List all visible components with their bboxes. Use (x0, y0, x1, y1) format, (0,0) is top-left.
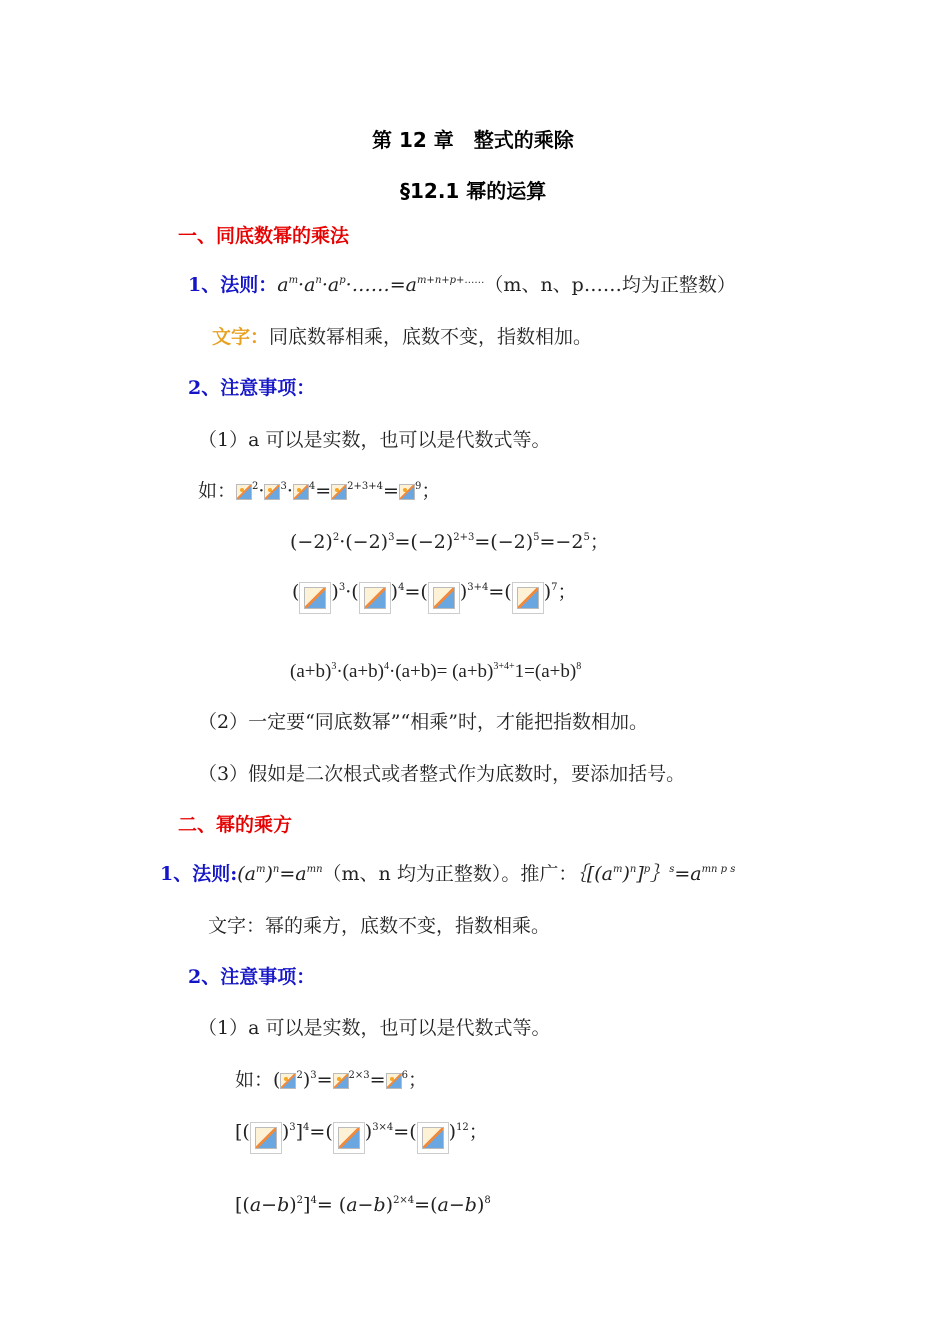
image-placeholder-icon (333, 1122, 365, 1154)
exp: 3 (289, 1122, 296, 1133)
rule-label: 1、法则： (188, 274, 278, 296)
exp: 3 (388, 532, 395, 543)
part2-notes-label: 2、注意事项： (188, 966, 316, 988)
example-prefix: 如： (198, 480, 237, 502)
base: (a+b) (452, 661, 494, 682)
exp: 2×3 (348, 1070, 370, 1081)
image-placeholder-icon (428, 582, 460, 614)
part2-example2: [( )$^3$]$^4$=( )$^{3\times 4}$=( )$^{12}$； (235, 1120, 488, 1154)
base: (a+b) (395, 661, 437, 682)
part1-note3: （3）假如是二次根式或者整式作为底数时，要添加括号。 (198, 763, 686, 785)
exp: 3×4 (372, 1122, 394, 1133)
base: (−2) (290, 531, 333, 553)
rule-formula: $(a^m)^n=a^{mn}$ (237, 863, 323, 885)
exp: 8 (484, 1195, 491, 1206)
image-placeholder-icon (236, 484, 252, 500)
end-punct: ； (589, 531, 609, 553)
exp: 3 (338, 582, 346, 593)
image-placeholder-icon (386, 1073, 402, 1089)
exp: 2 (296, 1195, 304, 1206)
exp: 3+4 (467, 582, 489, 593)
exp: 12 (456, 1122, 469, 1133)
part1-text (212, 325, 592, 349)
section-title: §12.1 幂的运算 (400, 179, 547, 203)
image-placeholder-icon (333, 1073, 349, 1089)
exp: 4 (303, 1122, 310, 1133)
exp: 3 (331, 661, 337, 672)
chapter-title: 第 12 章 整式的乘除 (372, 128, 574, 152)
text-body: 同底数幂相乘，底数不变，指数相加。 (269, 326, 593, 348)
exp: 3+4+ (493, 661, 515, 672)
exp-tail: 1 (514, 661, 525, 682)
exp: 4 (308, 481, 316, 492)
part2-heading: 二、幂的乘方 (178, 814, 293, 836)
rule-generalization: $\{[(a^m)^n]^p\}^s=a^{mn p s}$ (577, 863, 736, 885)
exp: 8 (576, 661, 582, 672)
part1-notes-label: 2、注意事项： (188, 377, 316, 399)
image-placeholder-icon (299, 582, 331, 614)
exp: 4 (310, 1195, 317, 1206)
text-label: 文字： (212, 326, 270, 348)
base: (−2) (490, 531, 534, 553)
exp: 3 (280, 481, 287, 492)
part1-example4: $(a+b)^3\cdot(a+b)^4\cdot(a+b)= (a+b)^{3+4+}1=(a+b)^8$ (290, 661, 582, 682)
rule-note: （m、n 均为正整数）。推广： (322, 863, 578, 885)
image-placeholder-icon (399, 484, 415, 500)
part2-example3: $[(a-b)^2]^4= (a-b)^{2\times 4}=(a-b)^8$ (235, 1194, 491, 1216)
exp: 4 (383, 661, 389, 672)
part1-heading: 一、同底数幂的乘法 (178, 225, 350, 247)
rule-label: 1、法则: (160, 863, 238, 885)
image-placeholder-icon (293, 484, 309, 500)
part1-example1: 如： $^2$· $^3$· $^4$= $^{2+3+4}$= $^9$； (198, 480, 441, 502)
base: (a+b) (290, 661, 332, 682)
base: (−2) (345, 531, 389, 553)
part2-text: 文字：幂的乘方，底数不变，指数相乘。 (208, 915, 551, 937)
exp: 2 (252, 481, 259, 492)
part2-rule (160, 862, 735, 886)
exp: 2 (332, 532, 340, 543)
base: (−2) (410, 531, 454, 553)
part1-note2: （2）一定要“同底数幂”“相乘”时，才能把指数相加。 (198, 711, 648, 733)
exp: 7 (551, 582, 558, 593)
rule-formula: $a^m\cdot a^n\cdot a^p\cdot\dots\dots=a^{m+n+p+\dots\dots}$ (277, 274, 485, 296)
part1-note1: （1）a 可以是实数，也可以是代数式等。 (198, 429, 551, 451)
image-placeholder-icon (264, 484, 280, 500)
image-placeholder-icon (359, 582, 391, 614)
base: (a+b) (534, 661, 577, 682)
image-placeholder-icon (512, 582, 544, 614)
exp: 9 (414, 481, 422, 492)
exp: 2×4 (393, 1195, 415, 1206)
exp: 2+3+4 (347, 481, 384, 492)
image-placeholder-icon (250, 1122, 282, 1154)
exp: 4 (398, 582, 405, 593)
tail: =−2 (539, 531, 584, 553)
exp: 3 (310, 1070, 317, 1081)
exp: 2 (296, 1070, 303, 1081)
image-placeholder-icon (331, 484, 347, 500)
exp: 2+3 (453, 532, 475, 543)
image-placeholder-icon (417, 1122, 449, 1154)
part2-note1: （1）a 可以是实数，也可以是代数式等。 (198, 1017, 551, 1039)
part2-example1: 如：( $^2$)$^3$= $^{2\times 3}$= $^6$； (235, 1069, 427, 1091)
exp: 5 (533, 532, 540, 543)
rule-note: （m、n、p……均为正整数） (484, 274, 736, 296)
part1-example2: $(-2)^2\cdot(-2)^3=(-2)^{2+3}=(-2)^5=-2^5$； (290, 531, 609, 553)
example-prefix: 如： (235, 1069, 274, 1091)
exp: 5 (583, 532, 590, 543)
exp: 6 (401, 1070, 408, 1081)
image-placeholder-icon (280, 1073, 296, 1089)
part1-rule (188, 273, 736, 297)
base: (a+b) (342, 661, 384, 682)
part1-example3: ( )$^3$·( )$^4$=( )$^{3+4}$=( )$^7$； (292, 580, 577, 614)
